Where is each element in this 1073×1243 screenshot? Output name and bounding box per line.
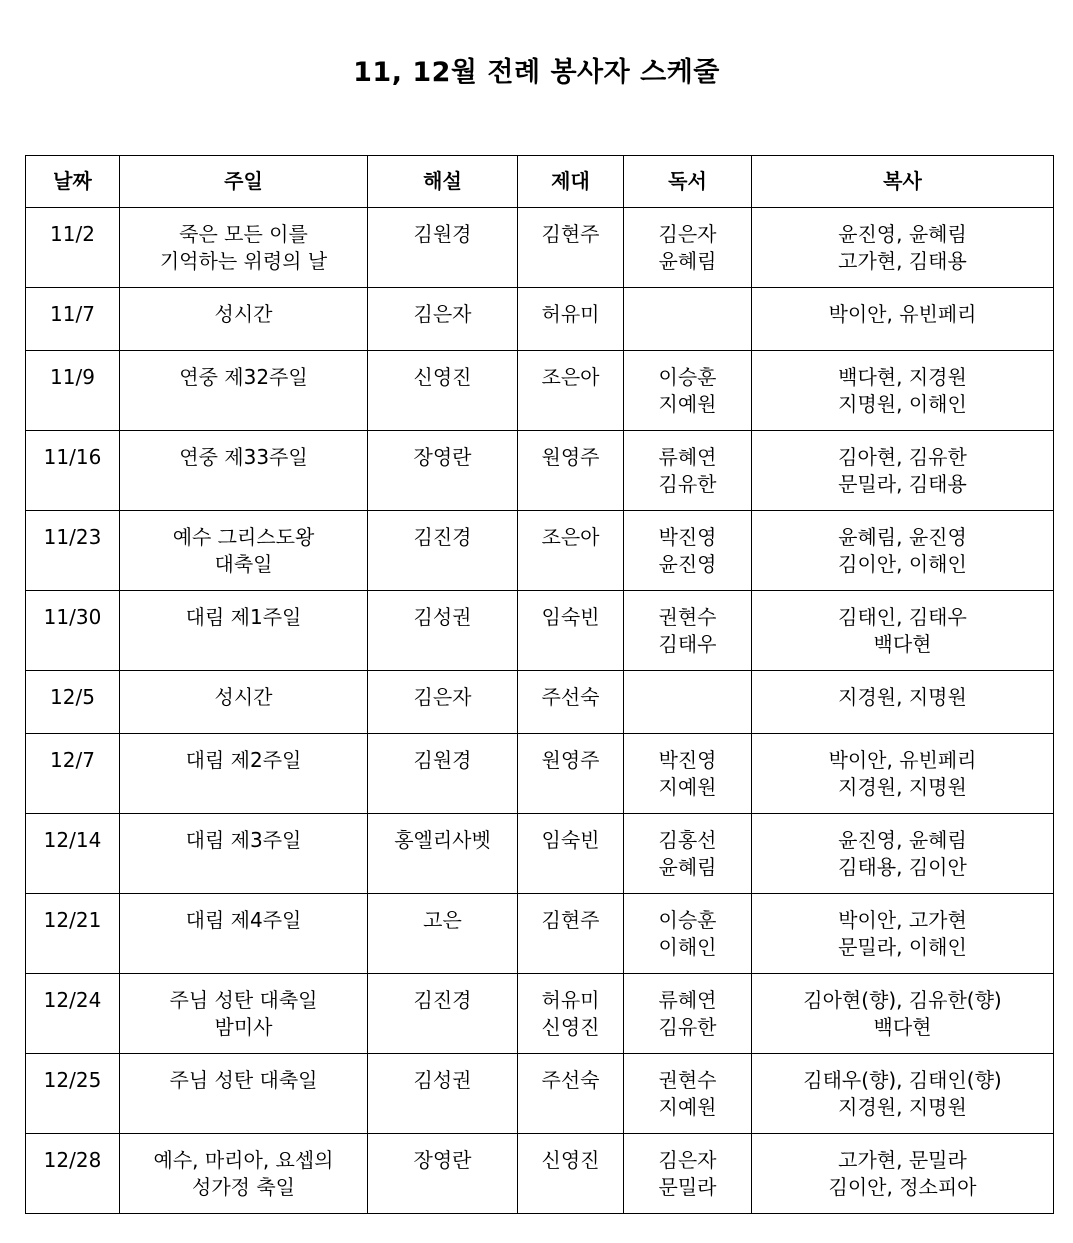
header-commentary: 해설 [368, 156, 518, 208]
cell-reading-line: 권현수 [658, 1068, 717, 1092]
cell-altar-line: 주선숙 [541, 685, 600, 709]
cell-date: 12/14 [26, 814, 120, 894]
cell-service-line: 고가현, 김태용 [838, 249, 967, 273]
cell-commentary-line: 김원경 [413, 748, 472, 772]
cell-altar [518, 591, 624, 671]
cell-altar [518, 288, 624, 351]
cell-date: 12/25 [26, 1054, 120, 1134]
cell-service [752, 511, 1054, 591]
table-row [26, 814, 1054, 894]
cell-altar [518, 208, 624, 288]
table-row [26, 288, 1054, 351]
cell-altar-line: 허유미 [541, 302, 600, 326]
table-row [26, 1134, 1054, 1214]
cell-reading [624, 288, 752, 351]
table-row [26, 894, 1054, 974]
cell-service [752, 208, 1054, 288]
cell-reading [624, 894, 752, 974]
cell-altar [518, 974, 624, 1054]
cell-reading-line: 김홍선 [658, 828, 717, 852]
cell-sunday-line: 예수, 마리아, 요셉의 [153, 1148, 334, 1172]
cell-commentary-line: 김성권 [413, 1068, 472, 1092]
cell-commentary [368, 431, 518, 511]
cell-service-line: 윤진영, 윤혜림 [838, 828, 967, 852]
cell-commentary [368, 591, 518, 671]
cell-altar [518, 734, 624, 814]
schedule-body [26, 208, 1054, 1214]
cell-commentary-line: 김진경 [413, 525, 472, 549]
table-row [26, 431, 1054, 511]
cell-reading [624, 734, 752, 814]
cell-service-line: 김아현, 김유한 [838, 445, 967, 469]
cell-reading-line: 이승훈 [658, 908, 717, 932]
header-date: 날짜 [26, 156, 120, 208]
cell-service [752, 734, 1054, 814]
cell-commentary-line: 김은자 [413, 302, 472, 326]
schedule-table [25, 155, 1054, 1214]
cell-reading-line: 윤혜림 [658, 249, 717, 273]
header-sunday: 주일 [120, 156, 368, 208]
table-row [26, 591, 1054, 671]
cell-reading-line: 김태우 [658, 632, 717, 656]
page-title: 11, 12월 전례 봉사자 스케줄 [353, 57, 720, 88]
cell-service-line: 문밀라, 이해인 [838, 935, 967, 959]
cell-commentary-line: 장영란 [413, 1148, 472, 1172]
cell-commentary [368, 974, 518, 1054]
cell-sunday [120, 734, 368, 814]
cell-reading-line: 윤혜림 [658, 855, 717, 879]
cell-reading-line: 지예원 [658, 1095, 717, 1119]
cell-sunday-line: 대림 제3주일 [185, 828, 302, 852]
cell-date: 11/23 [26, 511, 120, 591]
cell-sunday [120, 591, 368, 671]
cell-service [752, 351, 1054, 431]
cell-service-line: 문밀라, 김태용 [838, 472, 967, 496]
cell-sunday [120, 894, 368, 974]
cell-service-line: 윤진영, 윤혜림 [838, 222, 967, 246]
cell-service [752, 431, 1054, 511]
cell-sunday [120, 511, 368, 591]
cell-service-line: 윤혜림, 윤진영 [838, 525, 967, 549]
cell-service [752, 1054, 1054, 1134]
cell-altar-line: 원영주 [541, 445, 600, 469]
cell-service-line: 박이안, 고가현 [838, 908, 967, 932]
cell-sunday-line: 연중 제32주일 [179, 365, 308, 389]
cell-altar [518, 671, 624, 734]
cell-sunday-line: 성가정 축일 [192, 1175, 295, 1199]
cell-reading-line: 김유한 [658, 1015, 717, 1039]
cell-date: 11/16 [26, 431, 120, 511]
cell-altar-line: 김현주 [541, 222, 600, 246]
header-reading: 독서 [624, 156, 752, 208]
header-service: 복사 [752, 156, 1054, 208]
cell-sunday [120, 814, 368, 894]
cell-reading-line: 권현수 [658, 605, 717, 629]
cell-date: 12/5 [26, 671, 120, 734]
table-row [26, 208, 1054, 288]
cell-date: 11/2 [26, 208, 120, 288]
cell-commentary [368, 208, 518, 288]
cell-altar [518, 814, 624, 894]
cell-service-line: 백다현 [873, 1015, 932, 1039]
cell-sunday-line: 주님 성탄 대축일 [169, 988, 318, 1012]
cell-reading-line: 류혜연 [658, 445, 717, 469]
cell-altar-line: 허유미 [541, 988, 600, 1012]
cell-reading-line: 이승훈 [658, 365, 717, 389]
cell-altar-line: 신영진 [541, 1015, 600, 1039]
cell-reading-line: 김유한 [658, 472, 717, 496]
cell-altar [518, 431, 624, 511]
cell-commentary-line: 김진경 [413, 988, 472, 1012]
table-row [26, 974, 1054, 1054]
cell-commentary [368, 351, 518, 431]
cell-service [752, 288, 1054, 351]
cell-commentary [368, 511, 518, 591]
cell-altar [518, 1134, 624, 1214]
cell-altar [518, 894, 624, 974]
cell-commentary [368, 1054, 518, 1134]
cell-service-line: 김이안, 이해인 [838, 552, 967, 576]
cell-date: 12/21 [26, 894, 120, 974]
cell-reading-line: 윤진영 [658, 552, 717, 576]
cell-sunday-line: 죽은 모든 이를 [179, 222, 308, 246]
cell-altar-line: 임숙빈 [541, 828, 600, 852]
cell-reading-line: 류혜연 [658, 988, 717, 1012]
cell-sunday [120, 431, 368, 511]
cell-commentary [368, 894, 518, 974]
cell-date: 12/7 [26, 734, 120, 814]
cell-commentary [368, 1134, 518, 1214]
cell-service-line: 고가현, 문밀라 [838, 1148, 967, 1172]
cell-altar-line: 신영진 [541, 1148, 600, 1172]
cell-altar-line: 임숙빈 [541, 605, 600, 629]
cell-service-line: 지경원, 지명원 [838, 775, 967, 799]
cell-commentary-line: 홍엘리사벳 [394, 828, 491, 852]
cell-reading [624, 431, 752, 511]
cell-reading-line: 이해인 [658, 935, 717, 959]
table-header-row [26, 156, 1054, 208]
cell-commentary-line: 신영진 [413, 365, 472, 389]
cell-service [752, 1134, 1054, 1214]
table-row [26, 351, 1054, 431]
cell-altar [518, 1054, 624, 1134]
cell-service [752, 814, 1054, 894]
cell-sunday-line: 예수 그리스도왕 [172, 525, 315, 549]
cell-sunday-line: 대림 제2주일 [185, 748, 302, 772]
cell-service [752, 591, 1054, 671]
cell-date: 11/30 [26, 591, 120, 671]
cell-commentary [368, 671, 518, 734]
cell-service-line: 김태우(향), 김태인(향) [803, 1068, 1002, 1092]
cell-date: 12/28 [26, 1134, 120, 1214]
cell-service [752, 894, 1054, 974]
cell-service [752, 671, 1054, 734]
cell-sunday [120, 208, 368, 288]
cell-service-line: 박이안, 유빈페리 [828, 302, 977, 326]
cell-altar [518, 351, 624, 431]
cell-reading [624, 511, 752, 591]
cell-commentary-line: 김은자 [413, 685, 472, 709]
cell-sunday-line: 성시간 [214, 302, 273, 326]
table-row [26, 734, 1054, 814]
cell-service-line: 김이안, 정소피아 [828, 1175, 977, 1199]
cell-date: 11/7 [26, 288, 120, 351]
cell-sunday [120, 351, 368, 431]
cell-sunday-line: 기억하는 위령의 날 [159, 249, 328, 273]
cell-sunday-line: 대림 제4주일 [185, 908, 302, 932]
table-row [26, 1054, 1054, 1134]
cell-altar-line: 원영주 [541, 748, 600, 772]
cell-service-line: 김태용, 김이안 [838, 855, 967, 879]
cell-commentary-line: 장영란 [413, 445, 472, 469]
cell-reading [624, 208, 752, 288]
cell-altar [518, 511, 624, 591]
cell-service-line: 박이안, 유빈페리 [828, 748, 977, 772]
cell-reading-line: 지예원 [658, 392, 717, 416]
cell-service-line: 백다현 [873, 632, 932, 656]
cell-date: 12/24 [26, 974, 120, 1054]
cell-reading [624, 1054, 752, 1134]
cell-altar-line: 조은아 [541, 365, 600, 389]
table-row [26, 511, 1054, 591]
cell-service-line: 백다현, 지경원 [838, 365, 967, 389]
cell-reading-line: 박진영 [658, 525, 717, 549]
cell-reading [624, 974, 752, 1054]
cell-sunday [120, 671, 368, 734]
cell-sunday [120, 288, 368, 351]
cell-reading-line: 박진영 [658, 748, 717, 772]
header-altar: 제대 [518, 156, 624, 208]
cell-sunday-line: 성시간 [214, 685, 273, 709]
cell-commentary [368, 814, 518, 894]
cell-reading [624, 814, 752, 894]
cell-reading-line: 김은자 [658, 1148, 717, 1172]
cell-sunday-line: 연중 제33주일 [179, 445, 308, 469]
cell-service-line: 지명원, 이해인 [838, 392, 967, 416]
cell-reading [624, 1134, 752, 1214]
cell-date: 11/9 [26, 351, 120, 431]
cell-commentary-line: 고은 [423, 908, 462, 932]
cell-altar-line: 김현주 [541, 908, 600, 932]
cell-commentary [368, 288, 518, 351]
cell-reading-line: 지예원 [658, 775, 717, 799]
cell-reading-line: 김은자 [658, 222, 717, 246]
cell-sunday-line: 밤미사 [214, 1015, 273, 1039]
cell-reading [624, 671, 752, 734]
cell-sunday-line: 대축일 [214, 552, 273, 576]
cell-reading [624, 591, 752, 671]
table-row [26, 671, 1054, 734]
cell-commentary-line: 김원경 [413, 222, 472, 246]
cell-sunday [120, 974, 368, 1054]
cell-sunday-line: 대림 제1주일 [185, 605, 302, 629]
cell-altar-line: 주선숙 [541, 1068, 600, 1092]
cell-service-line: 김태인, 김태우 [838, 605, 967, 629]
cell-reading [624, 351, 752, 431]
cell-reading-line: 문밀라 [658, 1175, 717, 1199]
cell-service-line: 지경원, 지명원 [838, 685, 967, 709]
cell-service-line: 지경원, 지명원 [838, 1095, 967, 1119]
cell-sunday-line: 주님 성탄 대축일 [169, 1068, 318, 1092]
cell-commentary-line: 김성권 [413, 605, 472, 629]
cell-commentary [368, 734, 518, 814]
cell-sunday [120, 1054, 368, 1134]
cell-sunday [120, 1134, 368, 1214]
cell-altar-line: 조은아 [541, 525, 600, 549]
cell-service-line: 김아현(향), 김유한(향) [803, 988, 1002, 1012]
cell-service [752, 974, 1054, 1054]
